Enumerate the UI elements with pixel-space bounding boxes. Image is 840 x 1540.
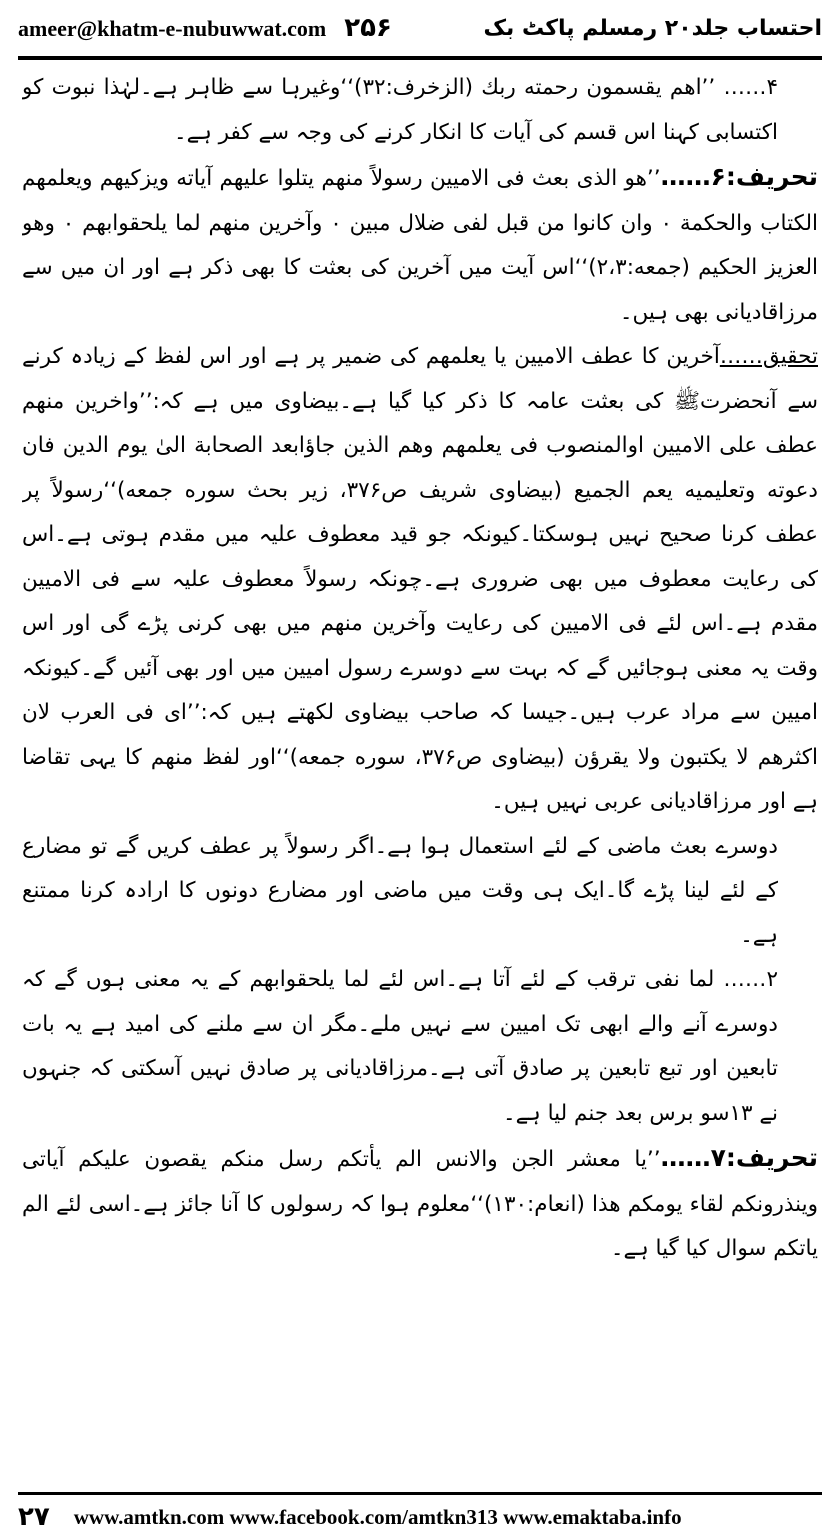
book-title: احتساب جلد۲۰ رمسلم پاکٹ بک xyxy=(483,15,822,41)
page-header xyxy=(18,8,822,48)
tahqiq-label: تحقیق…… xyxy=(719,344,818,369)
footer-page-number: ۲۷ xyxy=(18,1502,50,1532)
paragraph-1: ۴…… ’’اھم یقسمون رحمته ربك (الزخرف:۳۲)‘‘وغیرہا سے ظاہر ہے۔لہٰذا نبوت کو اکتسابی کہنا اس قسم کی آیات کا انکار کرنے کی وجہ سے کفر ہے۔ xyxy=(22,75,779,145)
paragraph-5: ۲…… لما نفی ترقب کے لئے آتا ہے۔اس لئے لما یلحقوابھم کے یہ معنی ہوں گے کہ دوسرے آنے والے ابھی تک امیین سے نہیں ملے۔مگر ان سے ملنے کی امید ہے یہ بات تابعین اور تبع تابعین پر صادق آتی ہے۔مرزاقادیانی پر صادق نہیں آسکتی کہ جنہوں نے ۱۳سو برس بعد جنم لیا ہے۔ xyxy=(22,967,778,1126)
header-email: ameer@khatm-e-nubuwwat.com xyxy=(18,16,327,41)
header-page-number: ۲۵۶ xyxy=(344,13,392,43)
page-body xyxy=(22,66,818,1480)
paragraph-3-text: آخرین کا عطف الامیین یا یعلمھم کی ضمیر پر ہے اور اس لفظ کے زیادہ کرنے سے آنحضرتﷺ کی بعثت عامہ کا ذکر کیا گیا ہے۔بیضاوی میں ہے کہ:’’واخرین منھم عطف علی الامیین اوالمنصوب فی یعلمھم وھم الذین جاؤابعد الصحابة الیٰ یوم الدین فان دعوته وتعلیمیه یعم الجمیع (بیضاوی شریف ص۳۷۶، زیر بحث سوره جمعه)‘‘رسولاً پر عطف کرنا صحیح نہیں ہوسکتا۔کیونکہ جو قید معطوف علیہ میں مقدم ہوتی ہے۔اس کی رعایت معطوف میں بھی ضروری ہے۔چونکہ رسولاً معطوف علیہ سے فی الامیین مقدم ہے۔اس لئے فی الامیین کی رعایت وآخرین منھم میں بھی کرنی پڑے گی اور اس وقت یہ معنی ہوجائیں گے کہ بہت سے دوسرے رسول امیین میں اور بھی آئیں گے۔کیونکہ امیین سے مراد عرب ہیں۔جیسا کہ صاحب بیضاوی لکھتے ہیں کہ:’’ای فی العرب لان اکثرھم لا یکتبون ولا یقرؤن (بیضاوی ص۳۷۶، سوره جمعه)‘‘اور لفظ منھم کا یہی تقاضا ہے اور مرزاقادیانی عربی نہیں ہیں۔ xyxy=(22,344,818,814)
footer-rule xyxy=(18,1492,822,1495)
paragraph-6 xyxy=(22,1136,818,1272)
heading-tahreef-6: تحریف:۶…… xyxy=(660,162,818,191)
paragraph-2 xyxy=(22,155,818,335)
footer-websites: www.amtkn.com www.facebook.com/amtkn313 www.emaktaba.info xyxy=(73,1504,682,1529)
paragraph-4: دوسرے بعث ماضی کے لئے استعمال ہوا ہے۔اگر رسولاً پر عطف کریں گے تو مضارع کے لئے لینا پڑے گا۔ایک ہی وقت میں ماضی اور مضارع دونوں کا ارادہ کرنا ممتنع ہے۔ xyxy=(22,833,778,948)
heading-tahreef-7: تحریف:۷…… xyxy=(660,1143,818,1172)
paragraph-3 xyxy=(22,335,818,825)
paragraph-6-text: ’’یا معشر الجن والانس الم یأتکم رسل منکم یقصون علیکم آیاتی وینذرونکم لقاء یومکم ھذا (انعام:۱۳۰)‘‘معلوم ہوا کہ رسولوں کا آنا جائز ہے۔اسی لئے الم یاتکم سوال کیا گیا ہے۔ xyxy=(22,1147,818,1261)
header-rule xyxy=(18,56,822,60)
page-footer xyxy=(18,1500,822,1534)
header-left xyxy=(18,13,392,43)
paragraph-2-text: ’’ھو الذی بعث فی الامیین رسولاً منھم یتلوا علیھم آیاته ویزکیھم ویعلمھم الکتاب والحکمة ۰ وان کانوا من قبل لفی ضلال مبین ۰ وآخرین منھم لما یلحقوابھم ۰ وھو العزیز الحکیم (جمعه:۲،۳)‘‘اس آیت میں آخرین کی بعثت کا بھی ذکر ہے اور ان میں سے مرزاقادیانی بھی ہیں۔ xyxy=(22,166,818,325)
